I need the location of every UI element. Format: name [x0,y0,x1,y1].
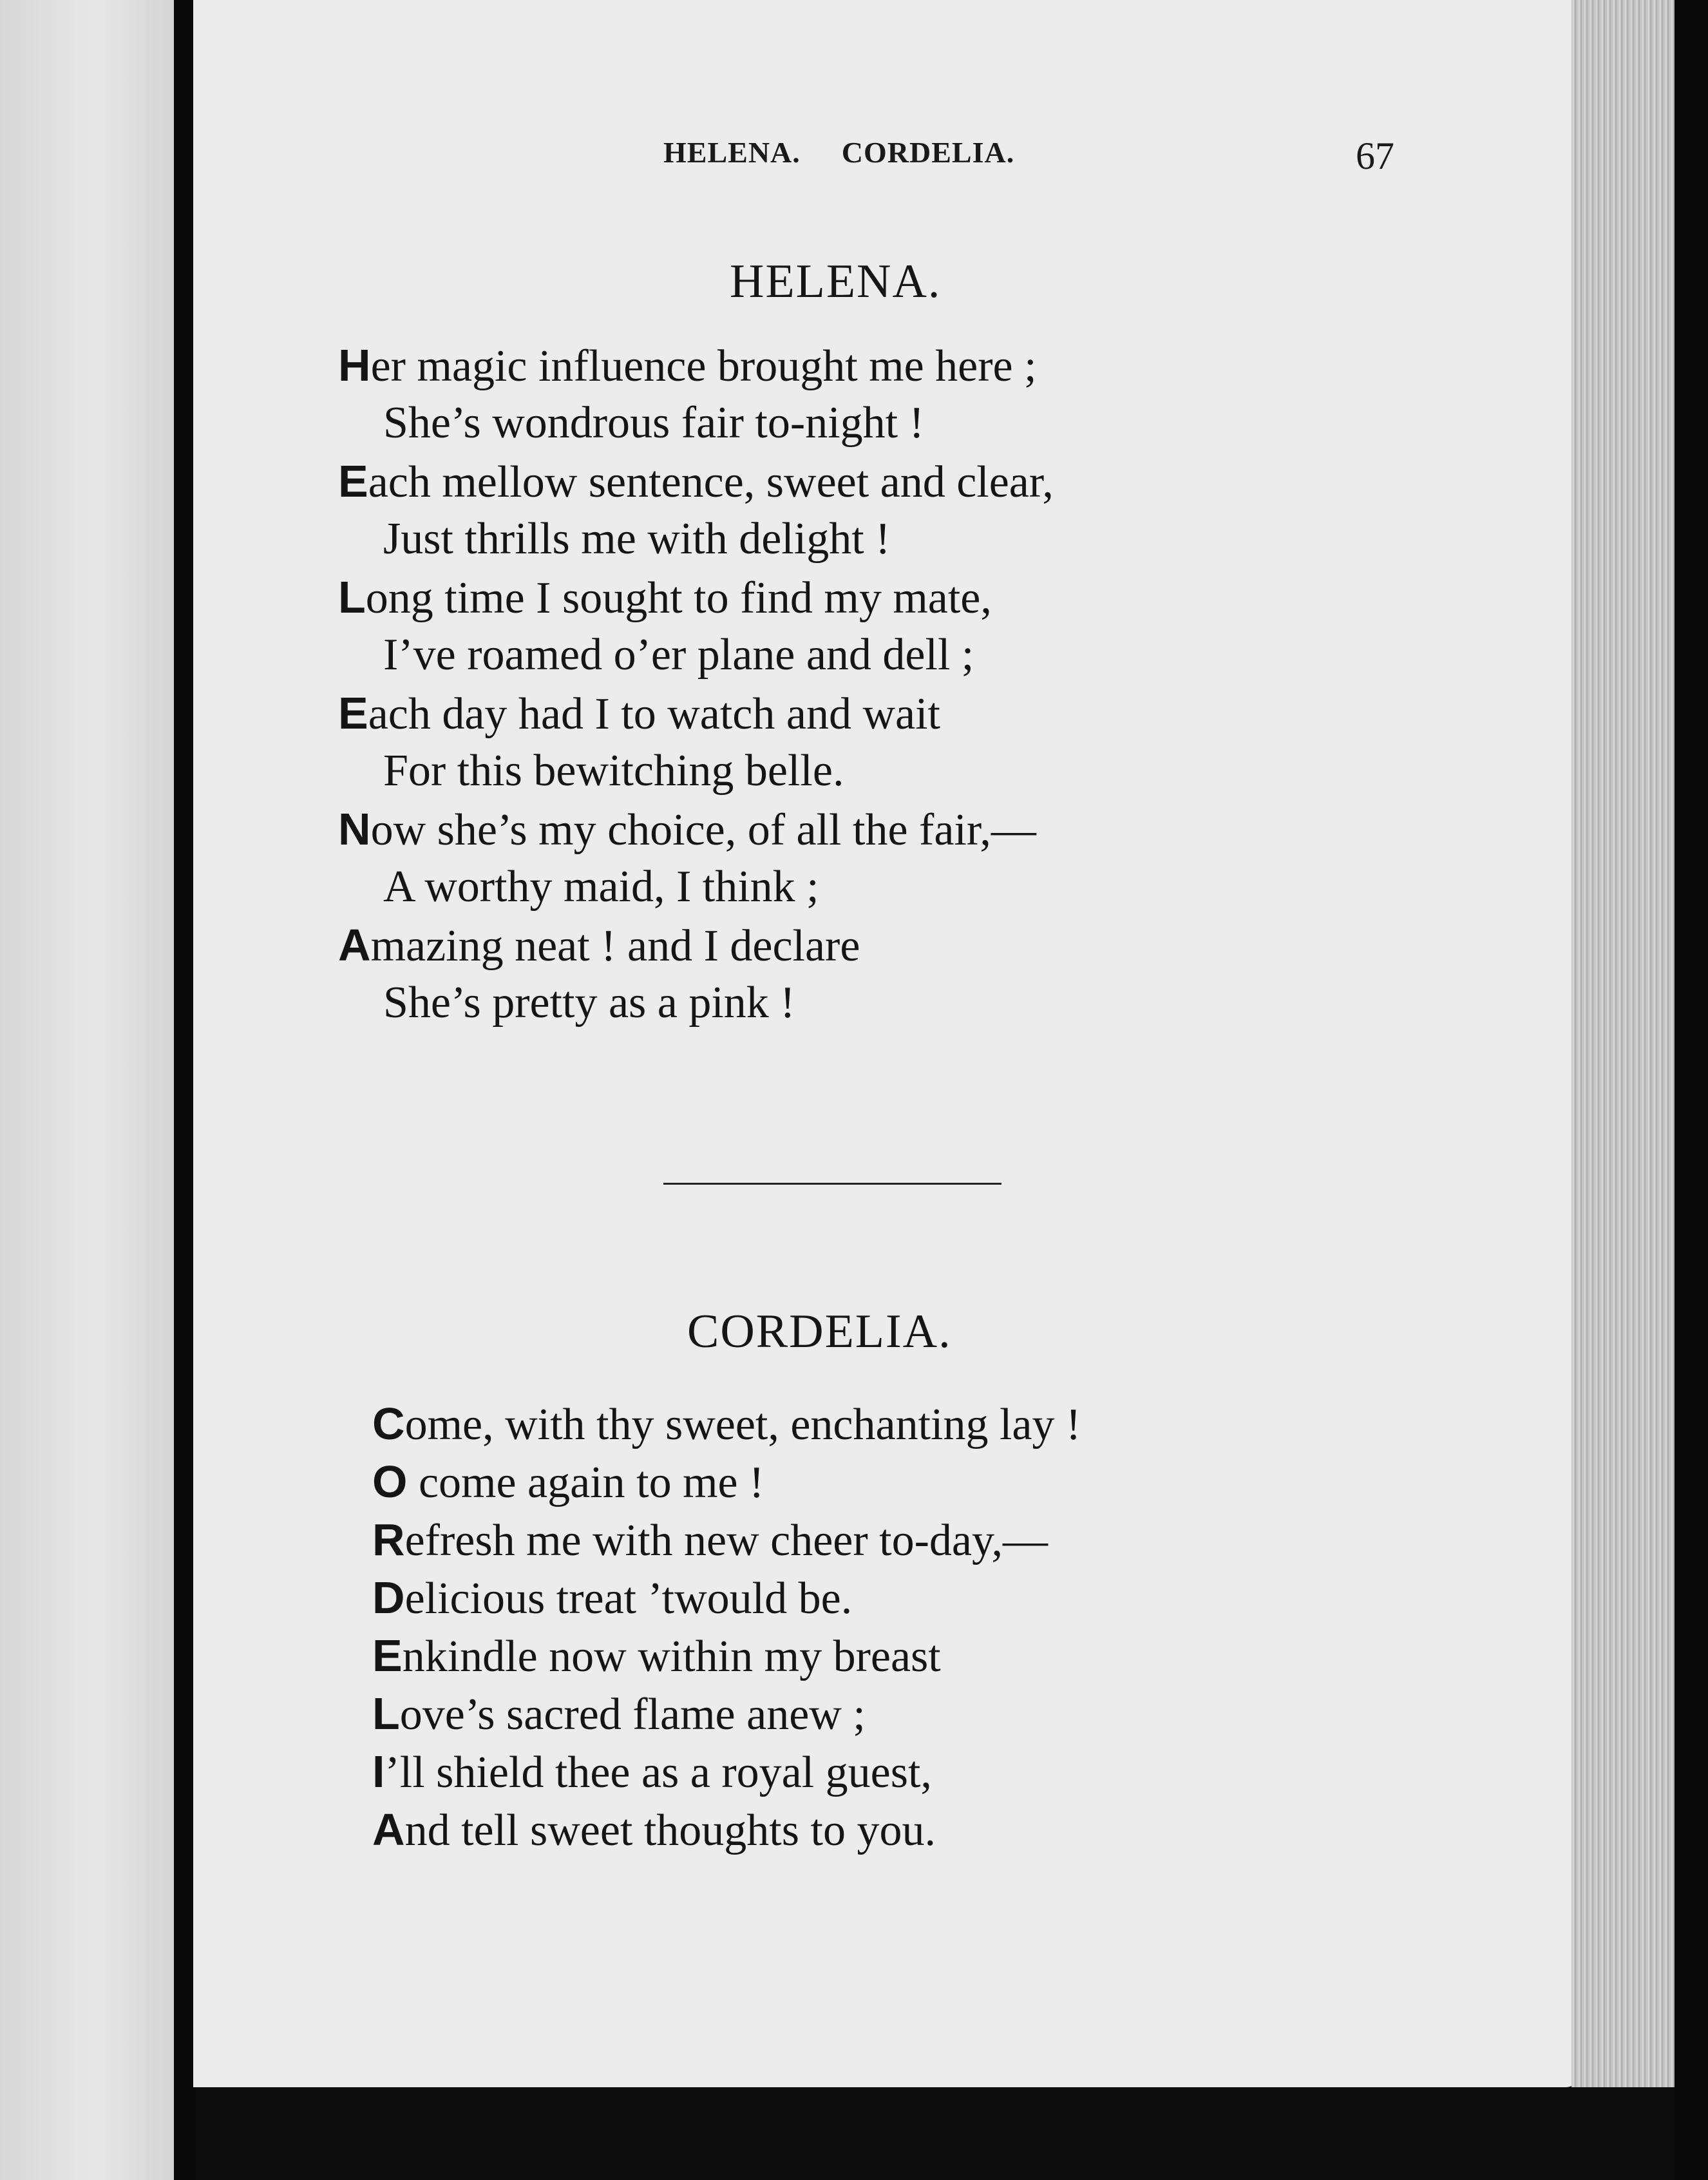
poem-line-text: elicious treat ’twould be. [404,1574,853,1623]
acrostic-letter: N [338,804,371,854]
poem-line [338,974,1054,1032]
running-head-left: HELENA. [663,136,801,169]
poem-cordelia [372,1395,1081,1859]
poem-line-text: I’ve roamed o’er plane and dell ; [383,630,974,680]
poem-line-text: ove’s sacred flame anew ; [399,1690,866,1739]
acrostic-letter: C [372,1399,405,1449]
book-gutter [174,0,196,2180]
poem-line [338,684,1054,742]
poem-line [338,336,1054,394]
poem-line [372,1453,1081,1511]
poem-title-helena: HELENA. [730,255,942,308]
poem-line-text: nd tell sweet thoughts to you. [404,1806,936,1855]
acrostic-letter: O [372,1457,408,1507]
poem-line-text: ach day had I to watch and wait [368,689,940,739]
poem-line-text: ’ll shield thee as a royal guest, [384,1748,932,1797]
poem-line [372,1395,1081,1453]
acrostic-letter: A [338,920,371,970]
poem-line [372,1627,1081,1685]
poem-title-cordelia: CORDELIA. [687,1305,952,1358]
poem-line-text: er magic influence brought me here ; [370,341,1037,391]
poem-line-text: A worthy maid, I think ; [383,862,819,912]
poem-line-text: She’s wondrous fair to-night ! [383,398,924,448]
acrostic-letter: A [372,1804,405,1855]
poem-line [338,568,1054,626]
poem-line [338,510,1054,568]
poem-line [338,394,1054,452]
poem-line-text: efresh me with new cheer to-day,— [404,1516,1048,1565]
page-number: 67 [1356,135,1394,177]
poem-line [338,800,1054,858]
poem-helena [338,336,1054,1032]
poem-line-text: ong time I sought to find my mate, [365,573,992,623]
acrostic-letter: R [372,1515,405,1565]
running-head-right: CORDELIA. [841,136,1015,169]
poem-line [338,742,1054,800]
running-head [663,135,1014,169]
section-divider [663,1183,1001,1185]
poem-line [372,1743,1081,1801]
poem-line-text: nkindle now within my breast [402,1632,941,1681]
poem-line-text: come again to me ! [407,1458,764,1507]
poem-line-text: ow she’s my choice, of all the fair,— [370,805,1036,855]
poem-line-text: ach mellow sentence, sweet and clear, [368,457,1054,507]
acrostic-letter: D [372,1573,405,1623]
poem-line-text: mazing neat ! and I declare [370,921,860,971]
acrostic-letter: L [338,572,366,622]
poem-line-text: She’s pretty as a pink ! [383,978,795,1028]
poem-line [338,452,1054,510]
poem-line [372,1569,1081,1627]
poem-line [372,1511,1081,1569]
acrostic-letter: E [338,688,368,738]
facing-page-left [0,0,174,2180]
poem-line [338,858,1054,916]
poem-line-text: ome, with thy sweet, enchanting lay ! [404,1400,1081,1449]
page-edge-shadow [1675,0,1708,2180]
poem-line [338,916,1054,974]
acrostic-letter: E [338,456,368,506]
page-edges [1571,0,1676,2087]
poem-line-text: Just thrills me with delight ! [383,514,891,564]
poem-line [372,1801,1081,1859]
poem-line [372,1685,1081,1743]
poem-line-text: For this bewitching belle. [383,746,844,796]
acrostic-letter: L [372,1688,400,1739]
acrostic-letter: H [338,340,371,390]
acrostic-letter: I [372,1746,385,1797]
acrostic-letter: E [372,1630,403,1681]
poem-line [338,626,1054,684]
